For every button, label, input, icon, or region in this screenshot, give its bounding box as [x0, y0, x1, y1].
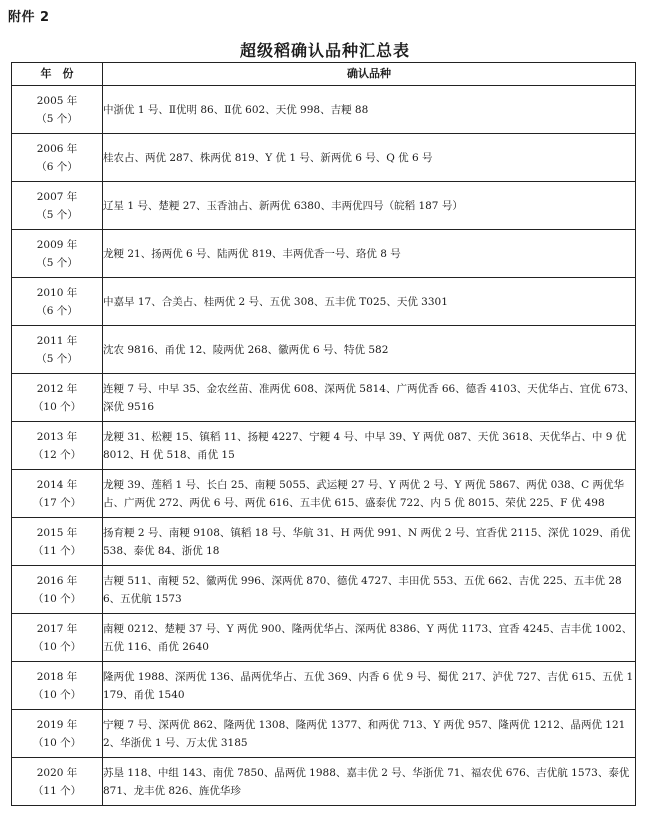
year-cell: [12, 518, 103, 566]
year-cell: [12, 758, 103, 806]
varieties-cell: 龙粳 31、松粳 15、镇稻 11、扬粳 4227、宁粳 4 号、中早 39、Y 两优 087、天优 3618、天优华占、中 9 优 8012、H 优 518、甬优 15: [103, 422, 636, 470]
year-cell: [12, 662, 103, 710]
varieties-cell: 连粳 7 号、中早 35、金农丝苗、准两优 608、深两优 5814、广两优香 66、德香 4103、天优华占、宜优 673、深优 9516: [103, 374, 636, 422]
variety-count: （5 个）: [36, 256, 78, 269]
table-row: [12, 326, 636, 374]
table-row: [12, 470, 636, 518]
table-row: [12, 566, 636, 614]
attachment-label: 附件 2: [8, 10, 50, 25]
year-cell: [12, 422, 103, 470]
variety-count: （10 个）: [32, 592, 82, 605]
table-row: [12, 710, 636, 758]
year-cell: [12, 614, 103, 662]
variety-count: （6 个）: [36, 160, 78, 173]
year-cell: [12, 326, 103, 374]
table-row: [12, 374, 636, 422]
year-cell: [12, 86, 103, 134]
variety-count: （10 个）: [32, 688, 82, 701]
header-varieties: 确认品种: [103, 63, 636, 86]
year-label: 2013 年: [36, 430, 78, 443]
varieties-cell: 辽星 1 号、楚粳 27、玉香油占、新两优 6380、丰两优四号（皖稻 187 号）: [103, 182, 636, 230]
header-year: 年 份: [12, 63, 103, 86]
variety-count: （10 个）: [32, 640, 82, 653]
table-row: [12, 134, 636, 182]
year-label: 2005 年: [36, 94, 78, 107]
varieties-cell: 吉粳 511、南粳 52、徽两优 996、深两优 870、德优 4727、丰田优 553、五优 662、吉优 225、五丰优 286、五优航 1573: [103, 566, 636, 614]
varieties-cell: 隆两优 1988、深两优 136、晶两优华占、五优 369、内香 6 优 9 号、蜀优 217、泸优 727、吉优 615、五优 1179、甬优 1540: [103, 662, 636, 710]
year-label: 2014 年: [36, 478, 78, 491]
varieties-cell: 中嘉早 17、合美占、桂两优 2 号、五优 308、五丰优 T025、天优 3301: [103, 278, 636, 326]
varieties-cell: 宁粳 7 号、深两优 862、隆两优 1308、隆两优 1377、和两优 713、Y 两优 957、隆两优 1212、晶两优 1212、华浙优 1 号、万太优 3185: [103, 710, 636, 758]
year-label: 2020 年: [36, 766, 78, 779]
year-cell: [12, 278, 103, 326]
year-cell: [12, 710, 103, 758]
year-label: 2018 年: [36, 670, 78, 683]
variety-count: （11 个）: [32, 784, 82, 797]
table-row: [12, 278, 636, 326]
year-cell: [12, 230, 103, 278]
variety-count: （6 个）: [36, 304, 78, 317]
table-row: [12, 182, 636, 230]
varieties-cell: 苏垦 118、中组 143、南优 7850、晶两优 1988、嘉丰优 2 号、华浙优 71、福农优 676、吉优航 1573、泰优 871、龙丰优 826、旌优华珍: [103, 758, 636, 806]
variety-count: （10 个）: [32, 736, 82, 749]
variety-count: （12 个）: [32, 448, 82, 461]
table-row: [12, 614, 636, 662]
year-label: 2010 年: [36, 286, 78, 299]
table-body: [12, 86, 636, 806]
varieties-cell: 桂农占、两优 287、株两优 819、Y 优 1 号、新两优 6 号、Q 优 6 号: [103, 134, 636, 182]
table-row: [12, 422, 636, 470]
year-label: 2007 年: [36, 190, 78, 203]
year-label: 2017 年: [36, 622, 78, 635]
varieties-cell: 龙粳 39、莲稻 1 号、长白 25、南粳 5055、武运粳 27 号、Y 两优 2 号、Y 两优 5867、两优 038、C 两优华占、广两优 272、两优 6 号、两优 616、五丰优 615、盛泰优 722、内 5 优 8015、荣优 225、F 优 498: [103, 470, 636, 518]
year-cell: [12, 374, 103, 422]
table-row: [12, 518, 636, 566]
variety-count: （5 个）: [36, 112, 78, 125]
variety-count: （5 个）: [36, 208, 78, 221]
variety-summary-table: [11, 62, 636, 806]
year-label: 2012 年: [36, 382, 78, 395]
year-label: 2016 年: [36, 574, 78, 587]
variety-count: （10 个）: [32, 400, 82, 413]
year-cell: [12, 566, 103, 614]
table-header-row: [12, 63, 636, 86]
varieties-cell: 中浙优 1 号、Ⅱ优明 86、Ⅱ优 602、天优 998、吉粳 88: [103, 86, 636, 134]
year-label: 2015 年: [36, 526, 78, 539]
varieties-cell: 沈农 9816、甬优 12、陵两优 268、徽两优 6 号、特优 582: [103, 326, 636, 374]
table-row: [12, 86, 636, 134]
year-cell: [12, 182, 103, 230]
year-label: 2011 年: [36, 334, 78, 347]
year-cell: [12, 134, 103, 182]
table-row: [12, 662, 636, 710]
year-label: 2006 年: [36, 142, 78, 155]
varieties-cell: 扬育粳 2 号、南粳 9108、镇稻 18 号、华航 31、H 两优 991、N 两优 2 号、宜香优 2115、深优 1029、甬优 538、泰优 84、浙优 18: [103, 518, 636, 566]
varieties-cell: 龙粳 21、扬两优 6 号、陆两优 819、丰两优香一号、珞优 8 号: [103, 230, 636, 278]
page-title: 超级稻确认品种汇总表: [239, 41, 410, 60]
varieties-cell: 南粳 0212、楚粳 37 号、Y 两优 900、隆两优华占、深两优 8386、Y 两优 1173、宜香 4245、吉丰优 1002、五优 116、甬优 2640: [103, 614, 636, 662]
variety-count: （5 个）: [36, 352, 78, 365]
year-label: 2019 年: [36, 718, 78, 731]
variety-count: （11 个）: [32, 544, 82, 557]
year-label: 2009 年: [36, 238, 78, 251]
table-row: [12, 230, 636, 278]
variety-count: （17 个）: [32, 496, 82, 509]
year-cell: [12, 470, 103, 518]
table-row: [12, 758, 636, 806]
